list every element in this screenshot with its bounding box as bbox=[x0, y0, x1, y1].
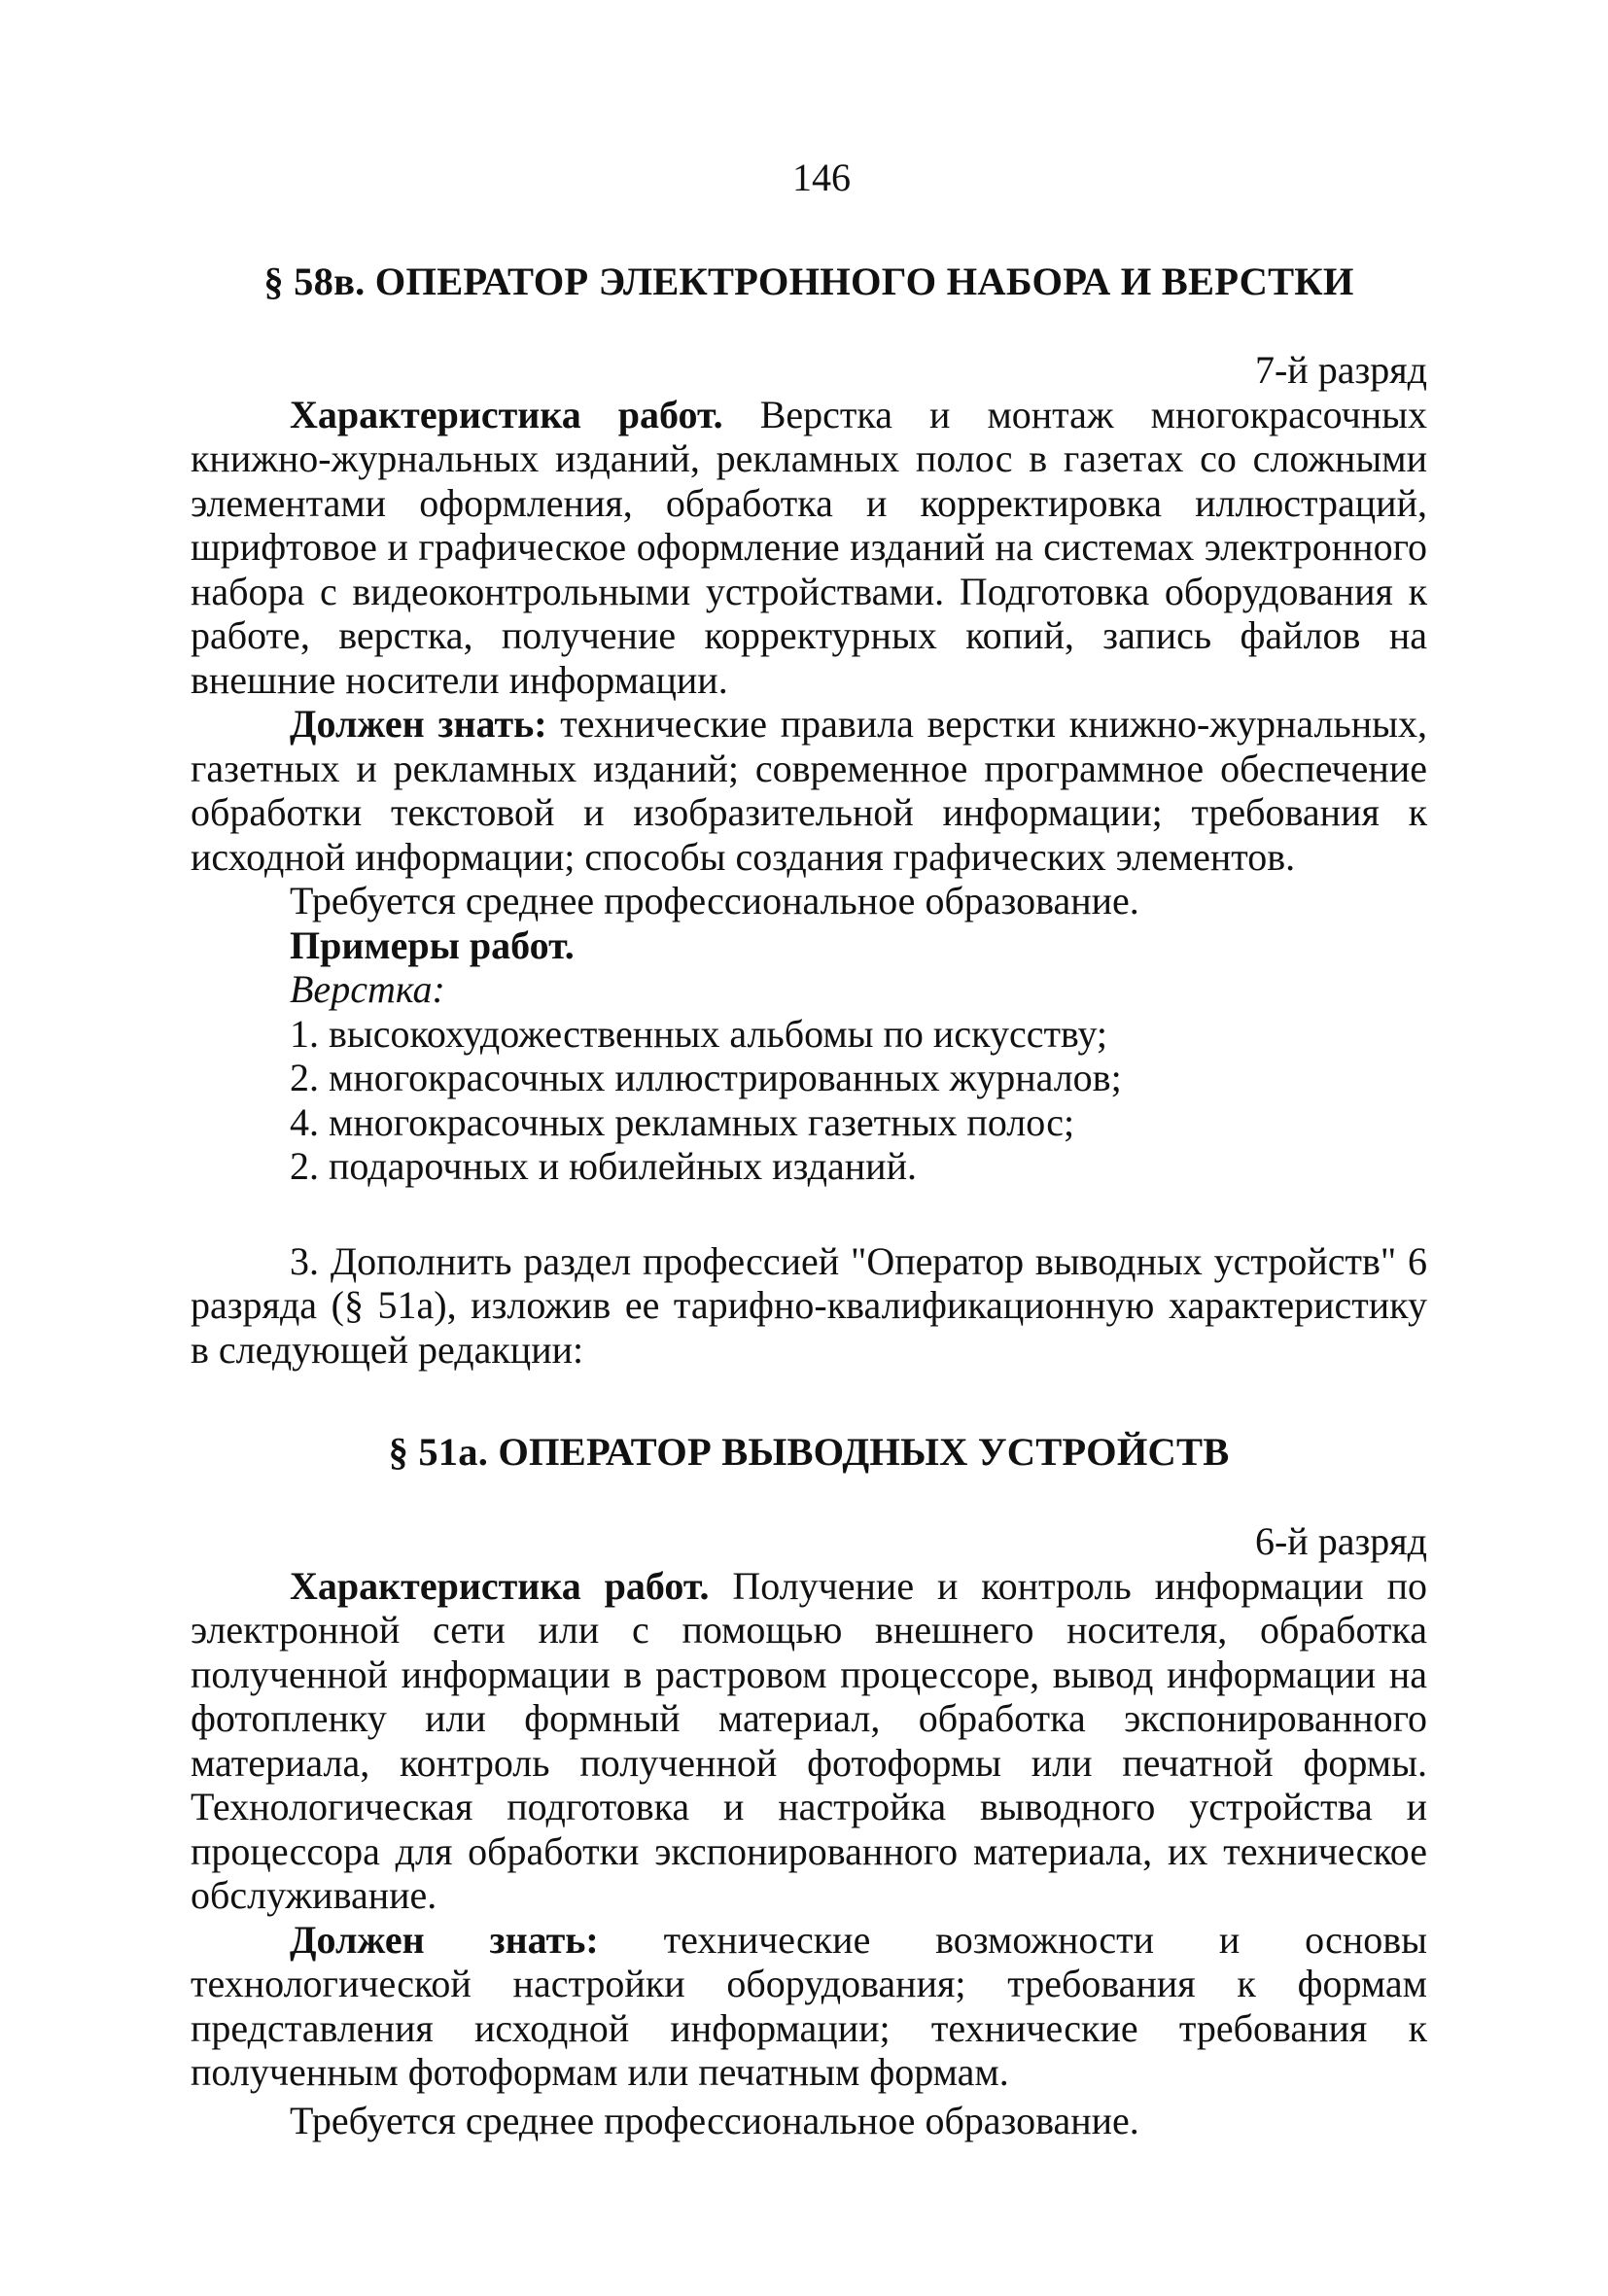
examples-list bbox=[191, 1012, 1427, 1189]
section-58v-education: Требуется среднее профессиональное образование. bbox=[290, 879, 1139, 922]
section-51a-knowledge bbox=[191, 1918, 1427, 2095]
examples-subtitle: Верстка: bbox=[290, 967, 445, 1011]
knowledge-text: технические возможности и основы технологической настройки оборудования; требования к формам представления исходной информации; технические требования к полученным фотоформам или печатным формам. bbox=[191, 1917, 1428, 2094]
section-51a-grade: 6-й разряд bbox=[1254, 1519, 1427, 1563]
list-item: 2. подарочных и юбилейных изданий. bbox=[290, 1144, 917, 1188]
list-item: 2. многокрасочных иллюстрированных журналов; bbox=[290, 1056, 1122, 1099]
section-58v-characteristic bbox=[191, 393, 1427, 703]
characteristic-text: Получение и контроль информации по электронной сети или с помощью внешнего носителя, обработка полученной информации в растровом процессоре, вывод информации на фотопленку или формный материал, обработка экспонированного материала, контроль полученной фотоформы или печатной формы. Технологическая подготовка и настройка выводного устройства и процессора для обработки экспонированного материала, их техническое обслуживание. bbox=[191, 1563, 1427, 1917]
section-51a-title: § 51а. ОПЕРАТОР ВЫВОДНЫХ УСТРОЙСТВ bbox=[388, 1430, 1230, 1474]
list-item: 4. многокрасочных рекламных газетных полос; bbox=[290, 1099, 1075, 1144]
characteristic-text: Верстка и монтаж многокрасочных книжно-журнальных изданий, рекламных полос в газетах со сложными элементами оформления, обработка и корректировка иллюстраций, шрифтовое и графическое оформление изданий на системах электронного набора с видеоконтрольными устройствами. Подготовка оборудования к работе, верстка, получение корректурных копий, запись файлов на внешние носители информации. bbox=[191, 392, 1427, 702]
characteristic-label: Характеристика работ. bbox=[290, 392, 723, 436]
amendment-paragraph: 3. Дополнить раздел профессией "Оператор выводных устройств" 6 разряда (§ 51а), изложив ее тарифно-квалификационную характеристику в следующей редакции: bbox=[191, 1238, 1427, 1372]
section-51a-education: Требуется среднее профессиональное образование. bbox=[290, 2098, 1139, 2142]
knowledge-label: Должен знать: bbox=[290, 1917, 599, 1962]
section-58v-grade: 7-й разряд bbox=[1254, 348, 1427, 392]
characteristic-label: Характеристика работ. bbox=[290, 1563, 710, 1608]
knowledge-text: технические правила верстки книжно-журнальных, газетных и рекламных изданий; современное программное обеспечение обработки текстовой и изобразительной информации; требования к исходной информации; способы создания графических элементов. bbox=[191, 702, 1427, 879]
list-item: 1. высокохудожественных альбомы по искусству; bbox=[290, 1011, 1108, 1056]
section-58v-knowledge bbox=[191, 702, 1427, 879]
page-number: 146 bbox=[792, 156, 851, 199]
section-51a-characteristic bbox=[191, 1564, 1427, 1918]
examples-title: Примеры работ. bbox=[290, 922, 575, 967]
knowledge-label: Должен знать: bbox=[290, 702, 547, 746]
section-58v-title: § 58в. ОПЕРАТОР ЭЛЕКТРОННОГО НАБОРА И ВЕРСТКИ bbox=[263, 260, 1354, 303]
